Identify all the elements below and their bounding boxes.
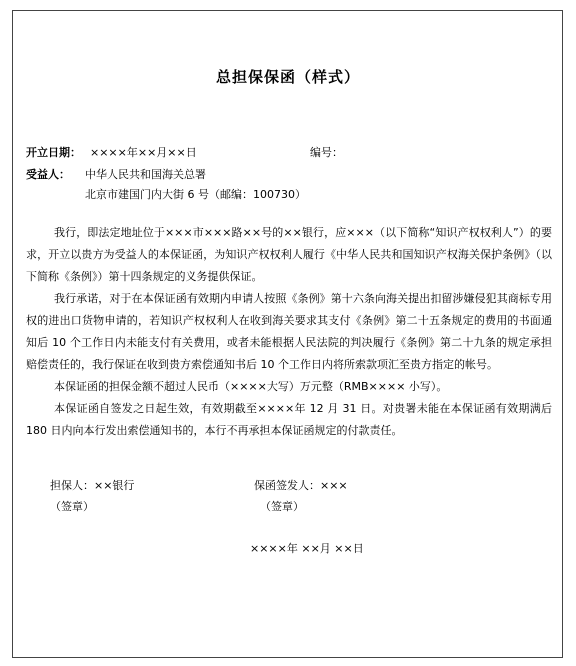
issuer-label: 保函签发人：×××: [254, 479, 348, 492]
paragraph-amount: 本保证函的担保金额不超过人民币（××××大写）万元整（RMB×××× 小写）。: [54, 380, 448, 393]
number-label: 编号：: [310, 146, 343, 159]
signature-date: ××××年 ××月 ××日: [250, 542, 364, 555]
document-title: 总担保保函（样式）: [215, 68, 360, 86]
date-label: 开立日期：: [26, 146, 81, 159]
paragraph-commitment: 我行承诺，对于在本保证函有效期内申请人按照《条例》第十六条向海关提出扣留涉嫌侵犯其商标专用权的进出口货物申请的，若知识产权权利人在收到海关要求其支付《条例》第二十五条规定的费用的书面通知后 10 个工作日内未能支付有关费用，或者未能根据人民法院的判决履行《条例》第二十九条的规定承担赔偿责任的，我行保证在收到贵方索偿通知书后 10 个工作日内将所索款项汇至贵方指定的帐号。: [26, 292, 552, 371]
beneficiary-name: 中华人民共和国海关总署: [85, 168, 206, 181]
guarantor-seal: （签章）: [50, 500, 94, 513]
paragraph-guarantee: 我行，即法定地址位于×××市×××路××号的××银行，应×××（以下简称“知识产权权利人”）的要求，开立以贵方为受益人的本保证函，为知识产权权利人履行《中华人民共和国知识产权海关保护条例》（以下简称《条例》）第十四条规定的义务提供保证。: [26, 226, 552, 283]
paragraph-validity: 本保证函自签发之日起生效，有效期截至××××年 12 月 31 日。对贵署未能在本保证函有效期满后 180 日内向本行发出索偿通知书的，本行不再承担本保证函规定的付款责任。: [26, 402, 552, 437]
beneficiary-label: 受益人：: [26, 168, 70, 181]
issuer-seal: （签章）: [260, 500, 304, 513]
beneficiary-address: 北京市建国门内大街 6 号（邮编：100730）: [85, 188, 306, 201]
date-value: ××××年××月××日: [90, 146, 197, 159]
guarantor-label: 担保人：××银行: [50, 479, 135, 492]
